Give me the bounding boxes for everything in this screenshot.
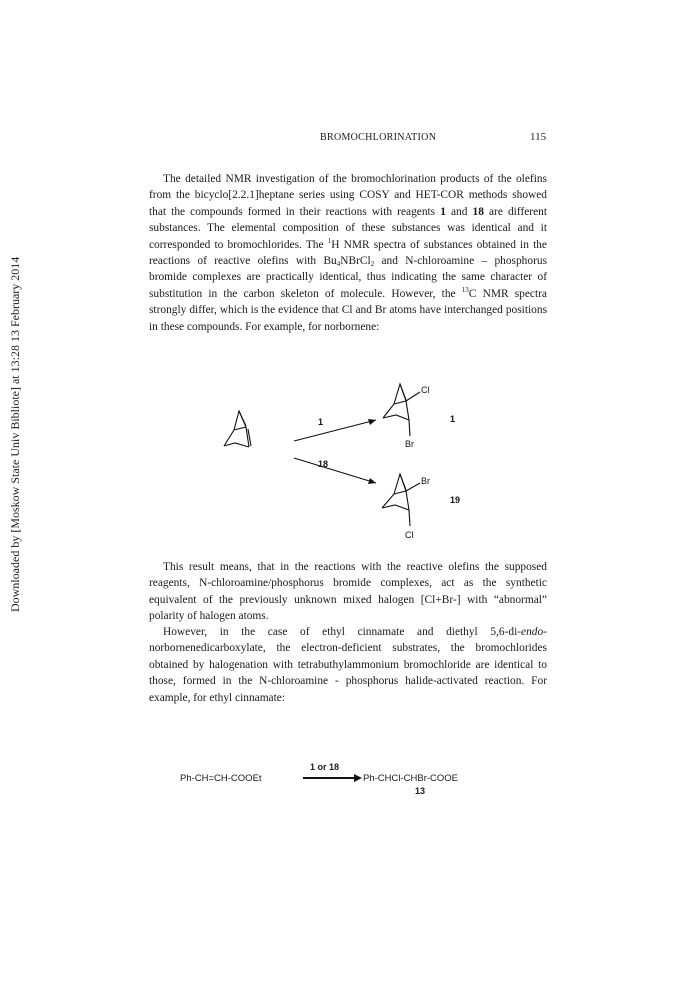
reaction-arrow (303, 777, 357, 779)
cinnamate-equation (178, 762, 538, 805)
text-run: H NMR spectra of substances obtained in the reactions of reactive olefins with Bu (149, 238, 547, 268)
product-label-1: 1 (450, 414, 456, 424)
compound-number: 13 (415, 786, 426, 796)
text-run: C NMR spectra strongly differ, which is the evidence that Cl and Br atoms have interchanged positions in these compounds. For example, for norbornene: (149, 287, 547, 333)
superscript: 13 (461, 285, 469, 294)
text-run: and N-chloroamine – phosphorus bromide complexes are practically identical, thus indicating the same character of substitution in the carbon skeleton of molecule. However, the (149, 255, 547, 300)
bromo-substituent: Br (421, 476, 430, 486)
text-run: and (445, 205, 473, 218)
text-run: However, in the case of ethyl cinnamate and diethyl 5,6-di- (163, 626, 522, 638)
subscript: 4 (336, 260, 341, 269)
norbornene-structure (224, 411, 251, 447)
page-number: 115 (530, 131, 547, 143)
subscript: 2 (370, 260, 375, 269)
chloro-substituent: Cl (421, 385, 430, 395)
paragraph-text (149, 171, 547, 335)
text-run: The detailed NMR investigation of the bromochlorination products of the olefins from the bicyclo[2.2.1]heptane series using COSY and HET-COR methods showed that the compounds formed in their reactions with reagents (149, 173, 547, 218)
product-formula: Ph-CHCl-CHBr-COOE (363, 773, 458, 784)
reagent-label-bottom: 18 (318, 459, 329, 469)
italic-prefix: endo (521, 626, 544, 638)
download-watermark: Downloaded by [Moskow State Univ Bibliote] at 13:28 13 February 2014 (8, 256, 22, 612)
paragraph-electron-deficient (149, 624, 547, 706)
text-run: -norbornenedicarboxylate, the electron-deficient substrates, the bromochlorides obtained by halogenation with tetrabuthylammonium bromochloride are identical to those, formed in the N-chloroamine - phosphorus halide-activated reaction. For example, for ethyl cinnamate: (149, 626, 547, 704)
text-run: are different substances. The elemental composition of these substances was identical and it corresponded to bromochlorides. The (149, 205, 547, 251)
product-label-19: 19 (450, 495, 461, 505)
paragraph-result (149, 559, 547, 625)
reagent-label-top: 1 (318, 417, 324, 427)
reactant-formula: Ph-CH=CH-COOEt (180, 773, 262, 784)
arrowhead (354, 774, 362, 782)
product-1-structure (383, 384, 420, 436)
text-run: NBrCl (340, 255, 371, 268)
running-head: BROMOCHLORINATION (320, 132, 437, 143)
reaction-arrow-bottom (294, 458, 376, 484)
norbornene-reaction-scheme (210, 380, 490, 545)
paragraph-text (149, 624, 547, 706)
paragraph-text: This result means, that in the reactions with the reactive olefins the supposed reagents, N-chloroamine/phosphorus bromide complexes, act as the synthetic equivalent of the previously unknown mixed halogen [Cl+Br-] with “abnormal” polarity of halogen atoms. (149, 561, 547, 623)
reaction-arrow-top (294, 419, 376, 441)
reagent-ref: 18 (472, 205, 484, 218)
reagent-ref: 1 (440, 205, 446, 218)
reagent-label: 1 or 18 (310, 762, 340, 772)
superscript: 1 (327, 236, 332, 245)
chloro-substituent: Cl (405, 530, 414, 540)
paragraph-nmr-investigation (149, 171, 547, 335)
bromo-substituent: Br (405, 439, 414, 449)
product-19-structure (382, 474, 420, 526)
